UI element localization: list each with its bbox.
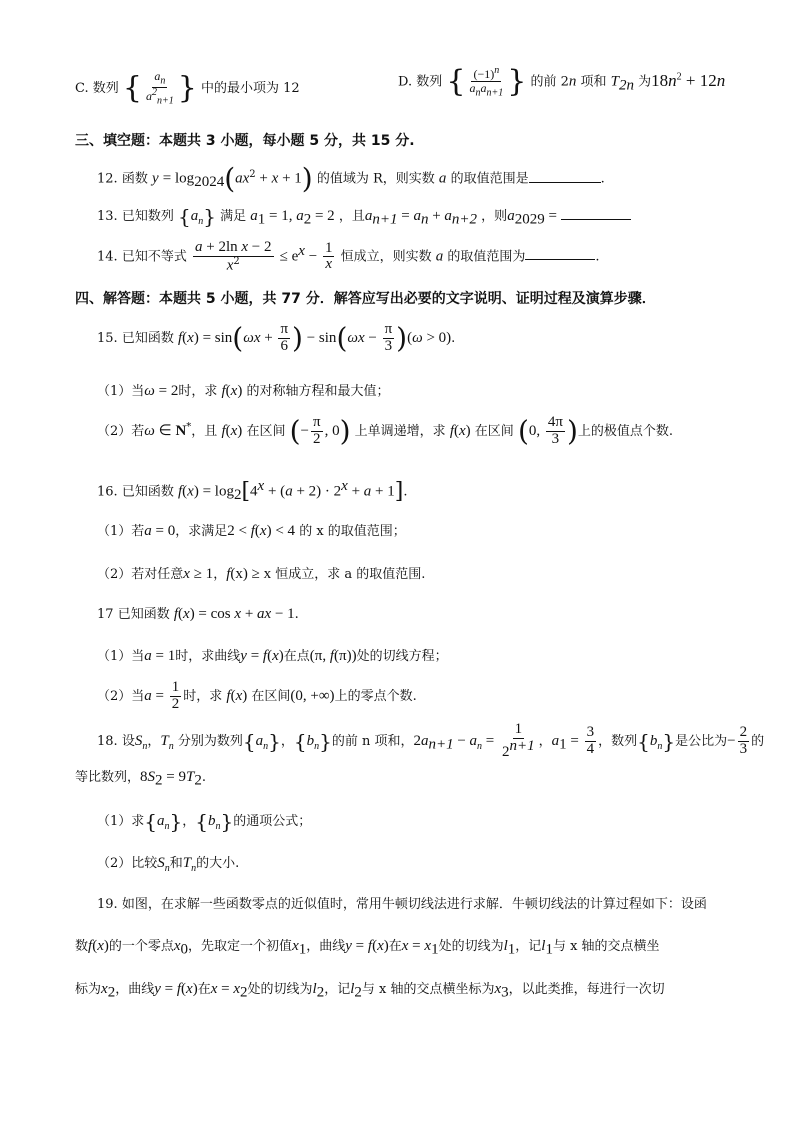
question-19-line-2: 数f(x)的一个零点$x_0$，先取定一个初值$x_1$，曲线y = f(x)在$x = x_1$处的切线为$l_1$，记$l_1$与 x 轴的交点横坐: [75, 938, 660, 958]
question-16: 16. 已知函数 $f(x) = \log_2[4^x + (a + 2) \cdot 2^x + a + 1]$.: [97, 478, 408, 504]
answer-blank-12[interactable]: [529, 182, 601, 183]
question-13: 13. 已知数列 $\{a_n\}$ 满足 $a_1 = 1$, $a_2 = 2$ ，且$a_{n+1} = a_n + a_{n+2}$ ，则$a_{2029}$ =: [97, 205, 631, 229]
question-15-part-1: （1）当ω = 2时，求 f(x) 的对称轴方程和最大值；: [97, 383, 390, 399]
question-18: 18. 设$S_n$，$T_n$ 分别为数列$\{a_n\}$，$\{b_n\}$的前 n 项和，$2a_{n+1} - a_n$ = $\frac{1}{2^{n+1}}$ ，$a_1$ = $\frac{3}{4}$ ，数列$\{b_n\}$是公比为− $\frac{2}{3}$ 的: [97, 721, 765, 760]
question-18-part-2: （2）比较$S_n$和$T_n$的大小.: [97, 855, 240, 874]
question-19: 19. 如图，在求解一些函数零点的近似值时，常用牛顿切线法进行求解．牛顿切线法的计算过程如下：设函: [97, 897, 707, 912]
section-4-heading: 四、解答题：本题共 5 小题，共 77 分．解答应写出必要的文字说明、证明过程及演算步骤．: [75, 291, 656, 307]
question-17: 17 已知函数 f(x) = cos x + ax − 1.: [97, 606, 299, 622]
question-17-part-2: （2）当a = $\frac{1}{2}$ 时，求 f(x) 在区间(0, +∞)上的零点个数.: [97, 679, 417, 712]
question-14: 14. 已知不等式 $\frac{\text{a + 2ln x − 2}}{x^2}$ ≤ $e^x$ − $\frac{1}{x}$ 恒成立，则实数 a 的取值范围为 .: [97, 239, 600, 274]
answer-blank-13[interactable]: [561, 219, 631, 220]
question-17-part-1: （1）当a = 1时，求曲线y = f(x)在点(π, f(π))处的切线方程；: [97, 648, 448, 664]
answer-blank-14[interactable]: [525, 259, 595, 260]
question-16-part-2: （2）若对任意x ≥ 1，f(x) ≥ x 恒成立，求 a 的取值范围.: [97, 566, 426, 582]
question-16-part-1: （1）若a = 0，求满足2 < f(x) < 4 的 x 的取值范围；: [97, 523, 406, 539]
question-12: 12. 函数 $y = \log_{2024}(ax^2 + x + 1)$ 的值域为 R，则实数 a 的取值范围是 .: [97, 162, 605, 195]
question-18-line-2: 等比数列，$8S_2 = 9T_2$.: [75, 769, 206, 789]
question-18-part-1: （1）求$\{a_n\}$，$\{b_n\}$的通项公式；: [97, 809, 312, 834]
question-15-part-2: （2）若ω ∈ N*，且 f(x) 在区间 (− $\frac{\pi}{2}$ , 0) 上单调递增，求 f(x) 在区间 (0, $\frac{4\pi}{3}$ )上的极值点个数.: [97, 414, 674, 448]
option-d-label: D. 数列: [398, 74, 443, 90]
option-c-text: 中的最小项为 12: [200, 80, 300, 96]
question-19-line-3: 标为$x_2$，曲线y = f(x)在$x = x_2$处的切线为$l_2$，记$l_2$与 x 轴的交点横坐标为$x_3$，以此类推，每进行一次切: [75, 981, 665, 1001]
section-3-heading: 三、填空题：本题共 3 小题，每小题 5 分，共 15 分.: [75, 133, 415, 149]
option-c-label: C. 数列: [75, 80, 119, 96]
question-15: 15. 已知函数 f(x) = sin(ωx + $\frac{\pi}{6}$ ) − sin(ωx − $\frac{\pi}{3}$ )(ω > 0).: [97, 321, 456, 355]
option-c: C. 数列 { $\frac{a_n}{a^2_{n+1}}$ } 中的最小项为 12: [75, 69, 300, 107]
option-d: D. 数列 { $\frac{(-1)^n}{a_na_{n+1}}$ } 的前 2n 项和 $T_{2n}$ 为$18n^2 + 12n$: [398, 64, 726, 100]
